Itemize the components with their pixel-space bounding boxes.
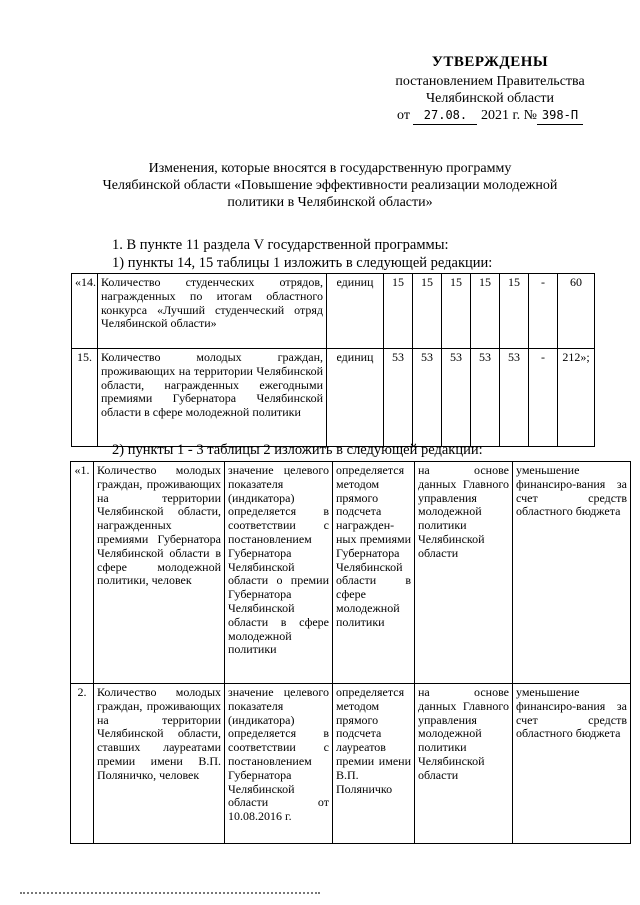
date-prefix: от	[397, 108, 410, 123]
scan-artifact	[20, 890, 320, 894]
value-cell: 15	[500, 274, 529, 349]
table-2	[70, 461, 631, 844]
calculation-method: определяется методом прямого подсчета лауреатов премии имени В.П. Поляничко	[333, 684, 415, 844]
heading-line-1: Изменения, которые вносятся в государственную программу	[148, 161, 512, 176]
value-cell: -	[529, 349, 558, 447]
table-1	[71, 273, 595, 447]
value-cell: 15	[384, 274, 413, 349]
value-cell: 53	[384, 349, 413, 447]
value-cell: 15	[471, 274, 500, 349]
heading-line-2: Челябинской области «Повышение эффективности реализации молодежной	[102, 178, 558, 193]
unit: единиц	[327, 349, 384, 447]
year-text: 2021 г. №	[480, 108, 537, 123]
table-row	[71, 684, 631, 844]
value-cell: -	[529, 274, 558, 349]
approval-block	[380, 54, 600, 125]
unit: единиц	[327, 274, 384, 349]
indicator-value-method: значение целевого показателя (индикатора) определяется в соответствии с постановлением Губернатора Челябинской области о премии Губернатора Челябинской области в сфере молодежной политики	[225, 462, 333, 684]
value-cell: 53	[442, 349, 471, 447]
indicator-name: Количество молодых граждан, проживающих на территории Челябинской области, награжденных премиями Губернатора Челябинской области в сфере молодежной политики, человек	[94, 462, 225, 684]
approval-title: УТВЕРЖДЕНЫ	[431, 54, 549, 70]
heading-line-3: политики в Челябинской области»	[227, 195, 433, 210]
table-row	[71, 462, 631, 684]
indicator-name: Количество молодых граждан, проживающих на территории Челябинской области, награжденных ежегодными премиями Губернатора Челябинской области в сфере молодежной политики	[98, 349, 327, 447]
effect-of-change: уменьшение финансиро-вания за счет средств областного бюджета	[513, 462, 631, 684]
table-row	[72, 349, 595, 447]
table-row	[72, 274, 595, 349]
row-number: 2.	[71, 684, 94, 844]
effect-of-change: уменьшение финансиро-вания за счет средств областного бюджета	[513, 684, 631, 844]
indicator-name: Количество молодых граждан, проживающих на территории Челябинской области, ставших лауреатами премии имени В.П. Поляничко, человек	[94, 684, 225, 844]
row-number: 15.	[72, 349, 98, 447]
row-number: «1.	[71, 462, 94, 684]
date-value: 27.08.	[413, 107, 477, 125]
value-cell: 53	[413, 349, 442, 447]
paragraph-1: 1. В пункте 11 раздела V государственной программы:	[112, 237, 449, 253]
document-heading	[70, 160, 590, 211]
calculation-method: определяется методом прямого подсчета награжден-ных премиями Губернатора Челябинской области в сфере молодежной политики	[333, 462, 415, 684]
document-number: 398-П	[537, 107, 583, 125]
indicator-value-method: значение целевого показателя (индикатора) определяется в соответствии с постановлением Губернатора Челябинской области от 10.08.2016 г.	[225, 684, 333, 844]
indicator-name: Количество студенческих отрядов, награжденных по итогам областного конкурса «Лучший студенческий отряд Челябинской области»	[98, 274, 327, 349]
value-cell: 53	[500, 349, 529, 447]
approval-date-line	[380, 107, 600, 125]
data-source: на основе данных Главного управления молодежной политики Челябинской области	[415, 684, 513, 844]
approval-line-2: Челябинской области	[426, 91, 554, 106]
value-cell: 15	[413, 274, 442, 349]
value-total: 60	[558, 274, 595, 349]
paragraph-2: 1) пункты 14, 15 таблицы 1 изложить в следующей редакции:	[112, 255, 493, 271]
value-total: 212»;	[558, 349, 595, 447]
data-source: на основе данных Главного управления молодежной политики Челябинской области	[415, 462, 513, 684]
approval-line-1: постановлением Правительства	[395, 74, 585, 89]
value-cell: 53	[471, 349, 500, 447]
value-cell: 15	[442, 274, 471, 349]
row-number: «14.	[72, 274, 98, 349]
paragraph-3: 2) пункты 1 - 3 таблицы 2 изложить в следующей редакции:	[112, 442, 483, 458]
